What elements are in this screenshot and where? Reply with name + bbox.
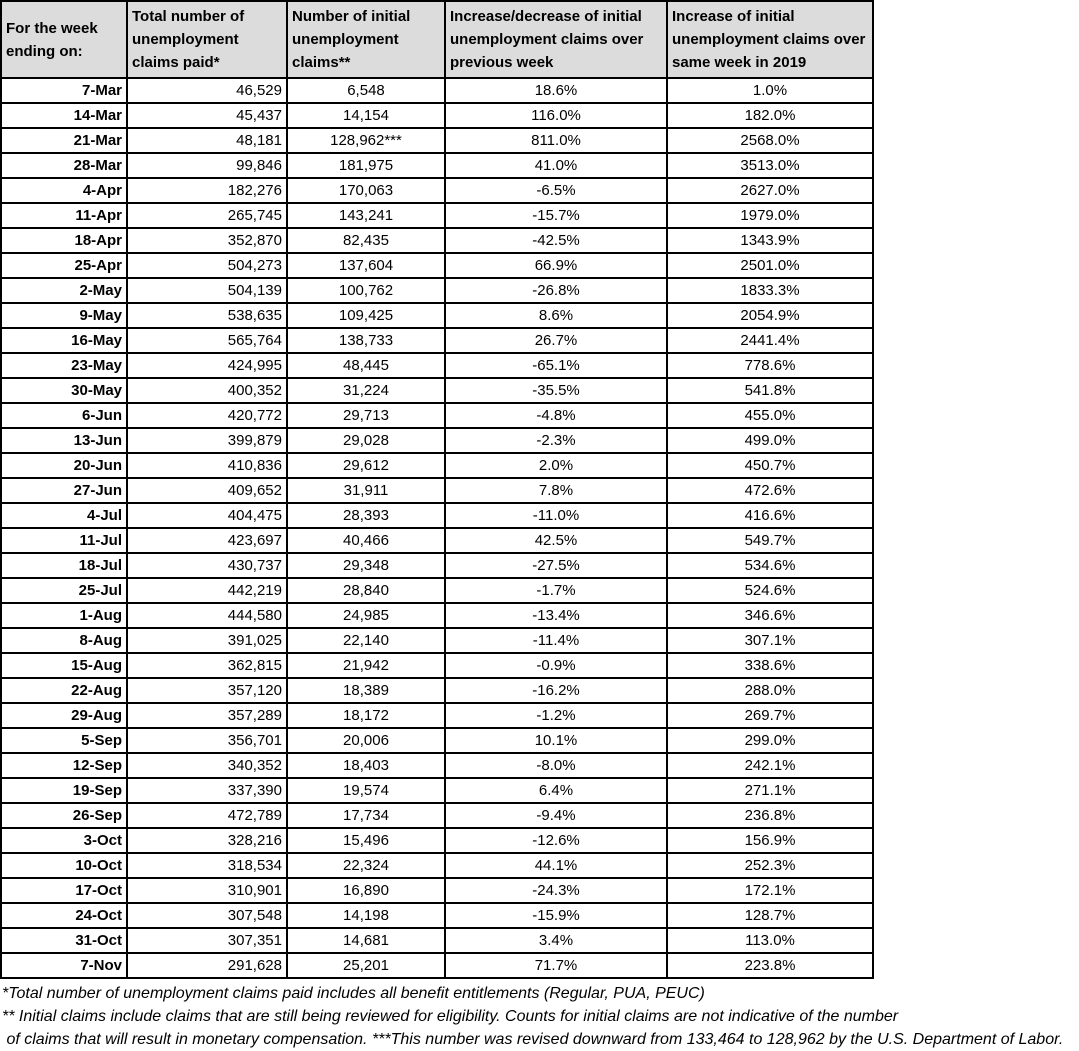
claims-paid-value: 404,475 xyxy=(127,503,287,528)
yoy-change-value: 450.7% xyxy=(667,453,873,478)
wow-change-value: 42.5% xyxy=(445,528,667,553)
table-row xyxy=(1,603,873,628)
initial-claims-value: 28,393 xyxy=(287,503,445,528)
wow-change-value: -42.5% xyxy=(445,228,667,253)
initial-claims-value: 138,733 xyxy=(287,328,445,353)
claims-paid-value: 504,139 xyxy=(127,278,287,303)
week-ending-date: 22-Aug xyxy=(1,678,127,703)
week-ending-date: 31-Oct xyxy=(1,928,127,953)
initial-claims-value: 19,574 xyxy=(287,778,445,803)
header-initial-claims: Number of initial unemployment claims** xyxy=(287,1,445,78)
week-ending-date: 21-Mar xyxy=(1,128,127,153)
week-ending-date: 11-Apr xyxy=(1,203,127,228)
table-row xyxy=(1,478,873,503)
initial-claims-value: 25,201 xyxy=(287,953,445,978)
initial-claims-value: 14,198 xyxy=(287,903,445,928)
wow-change-value: -12.6% xyxy=(445,828,667,853)
week-ending-date: 25-Apr xyxy=(1,253,127,278)
initial-claims-value: 29,612 xyxy=(287,453,445,478)
week-ending-date: 19-Sep xyxy=(1,778,127,803)
yoy-change-value: 3513.0% xyxy=(667,153,873,178)
initial-claims-value: 109,425 xyxy=(287,303,445,328)
initial-claims-value: 14,681 xyxy=(287,928,445,953)
week-ending-date: 16-May xyxy=(1,328,127,353)
week-ending-date: 29-Aug xyxy=(1,703,127,728)
claims-paid-value: 337,390 xyxy=(127,778,287,803)
table-row xyxy=(1,378,873,403)
table-row xyxy=(1,778,873,803)
yoy-change-value: 156.9% xyxy=(667,828,873,853)
wow-change-value: 2.0% xyxy=(445,453,667,478)
table-row xyxy=(1,803,873,828)
yoy-change-value: 2441.4% xyxy=(667,328,873,353)
wow-change-value: -9.4% xyxy=(445,803,667,828)
wow-change-value: -11.0% xyxy=(445,503,667,528)
week-ending-date: 18-Jul xyxy=(1,553,127,578)
table-row xyxy=(1,678,873,703)
yoy-change-value: 242.1% xyxy=(667,753,873,778)
week-ending-date: 20-Jun xyxy=(1,453,127,478)
claims-paid-value: 45,437 xyxy=(127,103,287,128)
header-week-ending: For the week ending on: xyxy=(1,1,127,78)
initial-claims-value: 24,985 xyxy=(287,603,445,628)
table-row xyxy=(1,428,873,453)
week-ending-date: 5-Sep xyxy=(1,728,127,753)
table-row xyxy=(1,928,873,953)
week-ending-date: 15-Aug xyxy=(1,653,127,678)
week-ending-date: 11-Jul xyxy=(1,528,127,553)
week-ending-date: 18-Apr xyxy=(1,228,127,253)
table-row xyxy=(1,128,873,153)
initial-claims-value: 28,840 xyxy=(287,578,445,603)
footnote-revision-note: of claims that will result in monetary compensation. ***This number was revised downward from 133,464 to 128,962 by the U.S. Department of Labor. xyxy=(2,1031,1064,1048)
initial-claims-value: 82,435 xyxy=(287,228,445,253)
table-row xyxy=(1,403,873,428)
wow-change-value: -13.4% xyxy=(445,603,667,628)
yoy-change-value: 2501.0% xyxy=(667,253,873,278)
yoy-change-value: 499.0% xyxy=(667,428,873,453)
table-row xyxy=(1,178,873,203)
wow-change-value: 10.1% xyxy=(445,728,667,753)
table-row xyxy=(1,878,873,903)
wow-change-value: -24.3% xyxy=(445,878,667,903)
initial-claims-value: 17,734 xyxy=(287,803,445,828)
yoy-change-value: 299.0% xyxy=(667,728,873,753)
claims-paid-value: 409,652 xyxy=(127,478,287,503)
claims-paid-value: 442,219 xyxy=(127,578,287,603)
yoy-change-value: 1.0% xyxy=(667,78,873,103)
yoy-change-value: 541.8% xyxy=(667,378,873,403)
wow-change-value: 44.1% xyxy=(445,853,667,878)
claims-paid-value: 307,548 xyxy=(127,903,287,928)
table-row xyxy=(1,703,873,728)
yoy-change-value: 236.8% xyxy=(667,803,873,828)
table-row xyxy=(1,503,873,528)
claims-paid-value: 340,352 xyxy=(127,753,287,778)
wow-change-value: -16.2% xyxy=(445,678,667,703)
week-ending-date: 7-Nov xyxy=(1,953,127,978)
wow-change-value: 7.8% xyxy=(445,478,667,503)
claims-paid-value: 391,025 xyxy=(127,628,287,653)
initial-claims-value: 128,962*** xyxy=(287,128,445,153)
yoy-change-value: 252.3% xyxy=(667,853,873,878)
claims-paid-value: 291,628 xyxy=(127,953,287,978)
yoy-change-value: 113.0% xyxy=(667,928,873,953)
yoy-change-value: 269.7% xyxy=(667,703,873,728)
claims-paid-value: 362,815 xyxy=(127,653,287,678)
initial-claims-value: 100,762 xyxy=(287,278,445,303)
initial-claims-value: 137,604 xyxy=(287,253,445,278)
yoy-change-value: 2054.9% xyxy=(667,303,873,328)
yoy-change-value: 2627.0% xyxy=(667,178,873,203)
footnote-initial-claims: ** Initial claims include claims that are still being reviewed for eligibility. Counts for initial claims are not indicative of the number xyxy=(2,1008,899,1025)
yoy-change-value: 1979.0% xyxy=(667,203,873,228)
initial-claims-value: 6,548 xyxy=(287,78,445,103)
yoy-change-value: 338.6% xyxy=(667,653,873,678)
yoy-change-value: 346.6% xyxy=(667,603,873,628)
claims-paid-value: 410,836 xyxy=(127,453,287,478)
claims-paid-value: 357,289 xyxy=(127,703,287,728)
claims-paid-value: 424,995 xyxy=(127,353,287,378)
initial-claims-value: 15,496 xyxy=(287,828,445,853)
wow-change-value: -6.5% xyxy=(445,178,667,203)
yoy-change-value: 182.0% xyxy=(667,103,873,128)
initial-claims-value: 16,890 xyxy=(287,878,445,903)
claims-paid-value: 328,216 xyxy=(127,828,287,853)
claims-paid-value: 318,534 xyxy=(127,853,287,878)
table-row xyxy=(1,903,873,928)
week-ending-date: 2-May xyxy=(1,278,127,303)
wow-change-value: -11.4% xyxy=(445,628,667,653)
table-row xyxy=(1,653,873,678)
table-row xyxy=(1,728,873,753)
wow-change-value: -4.8% xyxy=(445,403,667,428)
claims-paid-value: 310,901 xyxy=(127,878,287,903)
week-ending-date: 17-Oct xyxy=(1,878,127,903)
table-body xyxy=(1,78,873,978)
claims-paid-value: 99,846 xyxy=(127,153,287,178)
week-ending-date: 27-Jun xyxy=(1,478,127,503)
week-ending-date: 14-Mar xyxy=(1,103,127,128)
initial-claims-value: 18,172 xyxy=(287,703,445,728)
wow-change-value: -26.8% xyxy=(445,278,667,303)
initial-claims-value: 22,140 xyxy=(287,628,445,653)
claims-paid-value: 352,870 xyxy=(127,228,287,253)
table-row xyxy=(1,553,873,578)
claims-paid-value: 472,789 xyxy=(127,803,287,828)
initial-claims-value: 29,348 xyxy=(287,553,445,578)
wow-change-value: -1.7% xyxy=(445,578,667,603)
week-ending-date: 7-Mar xyxy=(1,78,127,103)
wow-change-value: 66.9% xyxy=(445,253,667,278)
claims-paid-value: 182,276 xyxy=(127,178,287,203)
header-claims-paid: Total number of unemployment claims paid* xyxy=(127,1,287,78)
week-ending-date: 12-Sep xyxy=(1,753,127,778)
wow-change-value: 26.7% xyxy=(445,328,667,353)
initial-claims-value: 21,942 xyxy=(287,653,445,678)
yoy-change-value: 307.1% xyxy=(667,628,873,653)
claims-paid-value: 565,764 xyxy=(127,328,287,353)
table-row xyxy=(1,103,873,128)
yoy-change-value: 2568.0% xyxy=(667,128,873,153)
wow-change-value: 18.6% xyxy=(445,78,667,103)
claims-paid-value: 430,737 xyxy=(127,553,287,578)
initial-claims-value: 18,389 xyxy=(287,678,445,703)
claims-paid-value: 265,745 xyxy=(127,203,287,228)
table-row xyxy=(1,203,873,228)
table-row xyxy=(1,853,873,878)
initial-claims-value: 31,911 xyxy=(287,478,445,503)
claims-paid-value: 46,529 xyxy=(127,78,287,103)
table-row xyxy=(1,253,873,278)
wow-change-value: -1.2% xyxy=(445,703,667,728)
week-ending-date: 25-Jul xyxy=(1,578,127,603)
wow-change-value: -15.9% xyxy=(445,903,667,928)
initial-claims-value: 29,028 xyxy=(287,428,445,453)
claims-paid-value: 420,772 xyxy=(127,403,287,428)
table-row xyxy=(1,78,873,103)
footnotes xyxy=(0,982,1079,1051)
yoy-change-value: 472.6% xyxy=(667,478,873,503)
table-row xyxy=(1,228,873,253)
claims-paid-value: 400,352 xyxy=(127,378,287,403)
yoy-change-value: 1833.3% xyxy=(667,278,873,303)
initial-claims-value: 170,063 xyxy=(287,178,445,203)
table-row xyxy=(1,753,873,778)
initial-claims-value: 14,154 xyxy=(287,103,445,128)
yoy-change-value: 455.0% xyxy=(667,403,873,428)
wow-change-value: -8.0% xyxy=(445,753,667,778)
week-ending-date: 26-Sep xyxy=(1,803,127,828)
table-row xyxy=(1,828,873,853)
yoy-change-value: 524.6% xyxy=(667,578,873,603)
wow-change-value: 811.0% xyxy=(445,128,667,153)
yoy-change-value: 778.6% xyxy=(667,353,873,378)
claims-paid-value: 48,181 xyxy=(127,128,287,153)
initial-claims-value: 143,241 xyxy=(287,203,445,228)
claims-paid-value: 538,635 xyxy=(127,303,287,328)
header-yoy-change: Increase of initial unemployment claims over same week in 2019 xyxy=(667,1,873,78)
claims-paid-value: 444,580 xyxy=(127,603,287,628)
table-row xyxy=(1,303,873,328)
week-ending-date: 9-May xyxy=(1,303,127,328)
week-ending-date: 24-Oct xyxy=(1,903,127,928)
week-ending-date: 4-Apr xyxy=(1,178,127,203)
initial-claims-value: 18,403 xyxy=(287,753,445,778)
wow-change-value: 41.0% xyxy=(445,153,667,178)
wow-change-value: 6.4% xyxy=(445,778,667,803)
week-ending-date: 10-Oct xyxy=(1,853,127,878)
claims-paid-value: 423,697 xyxy=(127,528,287,553)
wow-change-value: -65.1% xyxy=(445,353,667,378)
table-row xyxy=(1,578,873,603)
initial-claims-value: 22,324 xyxy=(287,853,445,878)
wow-change-value: -2.3% xyxy=(445,428,667,453)
wow-change-value: 3.4% xyxy=(445,928,667,953)
wow-change-value: 71.7% xyxy=(445,953,667,978)
table-row xyxy=(1,353,873,378)
wow-change-value: -0.9% xyxy=(445,653,667,678)
header-wow-change: Increase/decrease of initial unemployment claims over previous week xyxy=(445,1,667,78)
wow-change-value: -27.5% xyxy=(445,553,667,578)
week-ending-date: 13-Jun xyxy=(1,428,127,453)
claims-paid-value: 399,879 xyxy=(127,428,287,453)
yoy-change-value: 223.8% xyxy=(667,953,873,978)
yoy-change-value: 172.1% xyxy=(667,878,873,903)
table-row xyxy=(1,153,873,178)
table-row xyxy=(1,453,873,478)
wow-change-value: -15.7% xyxy=(445,203,667,228)
wow-change-value: 8.6% xyxy=(445,303,667,328)
initial-claims-value: 20,006 xyxy=(287,728,445,753)
week-ending-date: 3-Oct xyxy=(1,828,127,853)
yoy-change-value: 549.7% xyxy=(667,528,873,553)
table-row xyxy=(1,328,873,353)
week-ending-date: 4-Jul xyxy=(1,503,127,528)
footnote-claims-paid: *Total number of unemployment claims paid includes all benefit entitlements (Regular, PUA, PEUC) xyxy=(2,985,705,1002)
wow-change-value: 116.0% xyxy=(445,103,667,128)
initial-claims-value: 181,975 xyxy=(287,153,445,178)
yoy-change-value: 128.7% xyxy=(667,903,873,928)
table-row xyxy=(1,278,873,303)
week-ending-date: 6-Jun xyxy=(1,403,127,428)
table-row xyxy=(1,628,873,653)
week-ending-date: 23-May xyxy=(1,353,127,378)
claims-paid-value: 356,701 xyxy=(127,728,287,753)
week-ending-date: 30-May xyxy=(1,378,127,403)
yoy-change-value: 416.6% xyxy=(667,503,873,528)
claims-paid-value: 357,120 xyxy=(127,678,287,703)
week-ending-date: 8-Aug xyxy=(1,628,127,653)
initial-claims-value: 31,224 xyxy=(287,378,445,403)
initial-claims-value: 48,445 xyxy=(287,353,445,378)
yoy-change-value: 271.1% xyxy=(667,778,873,803)
claims-paid-value: 504,273 xyxy=(127,253,287,278)
yoy-change-value: 288.0% xyxy=(667,678,873,703)
initial-claims-value: 29,713 xyxy=(287,403,445,428)
yoy-change-value: 1343.9% xyxy=(667,228,873,253)
claims-paid-value: 307,351 xyxy=(127,928,287,953)
week-ending-date: 28-Mar xyxy=(1,153,127,178)
wow-change-value: -35.5% xyxy=(445,378,667,403)
table-row xyxy=(1,528,873,553)
initial-claims-value: 40,466 xyxy=(287,528,445,553)
week-ending-date: 1-Aug xyxy=(1,603,127,628)
table-header xyxy=(1,1,873,78)
table-row xyxy=(1,953,873,978)
yoy-change-value: 534.6% xyxy=(667,553,873,578)
header-row xyxy=(1,1,873,78)
